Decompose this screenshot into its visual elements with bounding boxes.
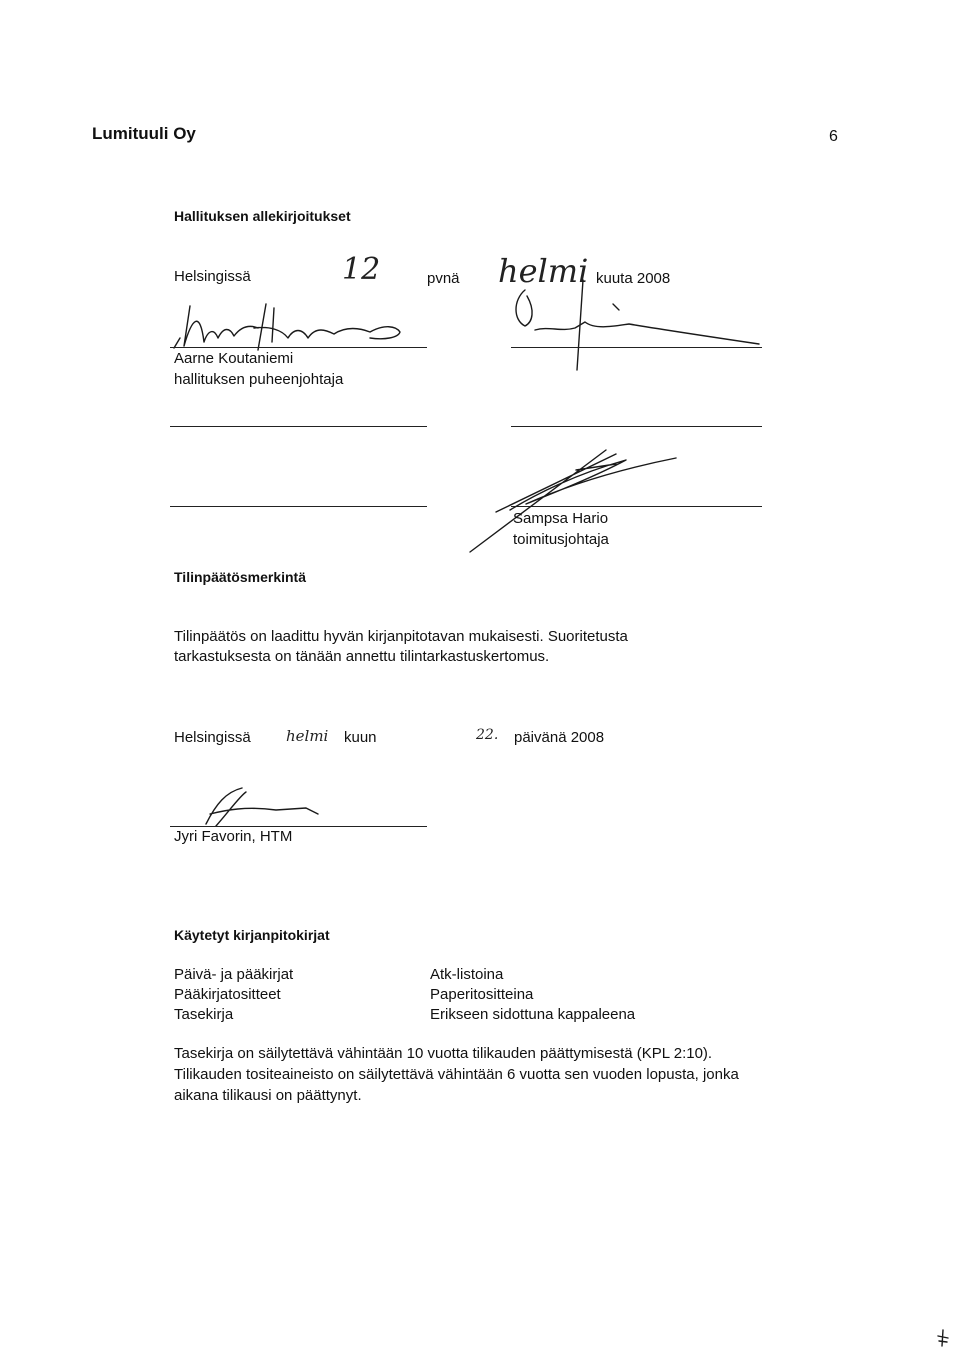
handwritten-month: helmi — [498, 252, 589, 290]
pvna-label: pvnä — [427, 270, 460, 287]
audit-place-label: Helsingissä — [174, 729, 251, 746]
corner-mark-icon — [936, 1330, 950, 1346]
audit-handwritten-day: 22. — [476, 727, 499, 743]
signer2-role: toimitusjohtaja — [513, 531, 609, 548]
ledger-left-item: Päivä- ja pääkirjat — [174, 966, 294, 983]
audit-note-line-2: tarkastuksesta on tänään annettu tilintarkastuskertomus. — [174, 648, 550, 665]
kuuta-label: kuuta 2008 — [596, 270, 671, 287]
ledger-left-item: Tasekirja — [174, 1006, 234, 1023]
ledger-left-item: Pääkirjatositteet — [174, 986, 281, 1003]
place-label: Helsingissä — [174, 268, 251, 285]
handwritten-day: 12 — [342, 252, 381, 287]
ledger-right-item: Erikseen sidottuna kappaleena — [430, 1006, 636, 1023]
audit-handwritten-month: helmi — [286, 727, 329, 745]
audit-note-heading: Tilinpäätösmerkintä — [174, 569, 307, 585]
retention-line-1: Tasekirja on säilytettävä vähintään 10 vuotta tilikauden päättymisestä (KPL 2:10). — [174, 1045, 713, 1062]
paivana-label: päivänä 2008 — [514, 729, 605, 746]
company-name: Lumituuli Oy — [92, 124, 196, 143]
auditor-name: Jyri Favorin, HTM — [174, 828, 293, 845]
page-number: 6 — [829, 128, 838, 145]
board-signatures-heading: Hallituksen allekirjoitukset — [174, 208, 351, 224]
signer1-role: hallituksen puheenjohtaja — [174, 371, 344, 388]
signer2-name: Sampsa Hario — [513, 510, 609, 527]
retention-line-3: aikana tilikausi on päättynyt. — [174, 1087, 362, 1104]
ledger-right-item: Paperitositteina — [430, 986, 534, 1003]
signature-top-right — [505, 280, 765, 370]
audit-note-line-1: Tilinpäätös on laadittu hyvän kirjanpitotavan mukaisesti. Suoritetusta — [174, 628, 628, 645]
signer1-name: Aarne Koutaniemi — [174, 350, 294, 367]
retention-line-2: Tilikauden tositeaineisto on säilytettävä vähintään 6 vuotta sen vuoden lopusta, jonka — [174, 1066, 739, 1083]
kuun-label: kuun — [344, 729, 377, 746]
ledgers-heading: Käytetyt kirjanpitokirjat — [174, 927, 330, 943]
ledger-right-item: Atk-listoina — [430, 966, 504, 983]
